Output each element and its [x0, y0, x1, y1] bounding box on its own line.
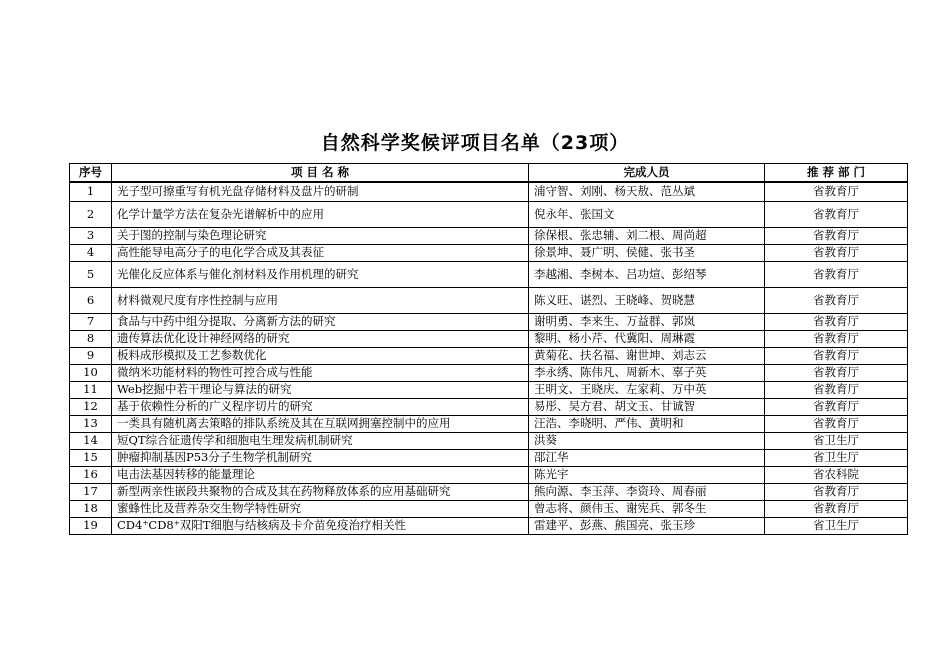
page-title: 自然科学奖候评项目名单（23项） — [320, 132, 630, 154]
cell-members: 陈义旺、谌烈、王晓峰、贺晓慧 — [529, 287, 765, 313]
cell-project: 遗传算法优化设计神经网络的研究 — [112, 330, 529, 347]
table-row — [70, 313, 908, 330]
table-row — [70, 398, 908, 415]
table-row — [70, 227, 908, 244]
cell-recommender: 省卫生厅 — [765, 449, 908, 466]
cell-no: 9 — [70, 347, 112, 364]
table-row — [70, 287, 908, 313]
cell-recommender: 省卫生厅 — [765, 517, 908, 534]
header-project: 项 目 名 称 — [112, 164, 529, 183]
cell-project: 蜜蜂性比及营养杂交生物学特性研究 — [112, 500, 529, 517]
table-row — [70, 201, 908, 227]
cell-project: 基于依赖性分析的广义程序切片的研究 — [112, 398, 529, 415]
cell-project: 高性能导电高分子的电化学合成及其表征 — [112, 244, 529, 261]
cell-project: 一类具有随机离去策略的排队系统及其在互联网拥塞控制中的应用 — [112, 415, 529, 432]
table-row — [70, 500, 908, 517]
cell-members: 易彤、吴方君、胡文玉、甘诚智 — [529, 398, 765, 415]
cell-members: 徐景坤、聂广明、侯健、张书圣 — [529, 244, 765, 261]
cell-no: 19 — [70, 517, 112, 534]
table-row — [70, 449, 908, 466]
cell-no: 6 — [70, 287, 112, 313]
cell-project: 关于图的控制与染色理论研究 — [112, 227, 529, 244]
cell-no: 16 — [70, 466, 112, 483]
cell-project: 光子型可擦重写有机光盘存储材料及盘片的研制 — [112, 182, 529, 201]
cell-members: 曾志将、颜伟玉、谢宪兵、郭冬生 — [529, 500, 765, 517]
table-row — [70, 244, 908, 261]
cell-no: 5 — [70, 261, 112, 287]
cell-project: 光催化反应体系与催化剂材料及作用机理的研究 — [112, 261, 529, 287]
cell-no: 12 — [70, 398, 112, 415]
cell-no: 10 — [70, 364, 112, 381]
cell-no: 15 — [70, 449, 112, 466]
cell-project: CD4⁺CD8⁺双阳T细胞与结核病及卡介苗免疫治疗相关性 — [112, 517, 529, 534]
cell-members: 李越湘、李树本、吕功煊、彭绍琴 — [529, 261, 765, 287]
cell-members: 陈光宇 — [529, 466, 765, 483]
cell-recommender: 省教育厅 — [765, 398, 908, 415]
cell-members: 谢明勇、李来生、万益群、郭岚 — [529, 313, 765, 330]
cell-recommender: 省教育厅 — [765, 201, 908, 227]
cell-project: 电击法基因转移的能量理论 — [112, 466, 529, 483]
cell-no: 2 — [70, 201, 112, 227]
table-row — [70, 466, 908, 483]
cell-recommender: 省教育厅 — [765, 313, 908, 330]
cell-no: 18 — [70, 500, 112, 517]
cell-members: 黄菊花、扶名福、谢世坤、刘志云 — [529, 347, 765, 364]
cell-members: 黎明、杨小芹、代冀阳、周琳霞 — [529, 330, 765, 347]
cell-project: 板料成形模拟及工艺参数优化 — [112, 347, 529, 364]
table-row — [70, 364, 908, 381]
header-no: 序号 — [70, 164, 112, 183]
table-row — [70, 415, 908, 432]
cell-recommender: 省教育厅 — [765, 347, 908, 364]
table-header-row — [70, 164, 908, 183]
table-row — [70, 182, 908, 201]
table-row — [70, 330, 908, 347]
cell-no: 7 — [70, 313, 112, 330]
cell-no: 13 — [70, 415, 112, 432]
table-body — [70, 182, 908, 534]
cell-no: 11 — [70, 381, 112, 398]
table-row — [70, 432, 908, 449]
cell-members: 徐保根、张忠辅、刘二根、周尚超 — [529, 227, 765, 244]
table-row — [70, 261, 908, 287]
cell-recommender: 省教育厅 — [765, 500, 908, 517]
cell-no: 3 — [70, 227, 112, 244]
cell-recommender: 省教育厅 — [765, 261, 908, 287]
cell-recommender: 省教育厅 — [765, 227, 908, 244]
project-table — [69, 163, 908, 535]
cell-recommender: 省教育厅 — [765, 244, 908, 261]
cell-project: 材料微观尺度有序性控制与应用 — [112, 287, 529, 313]
cell-project: Web挖掘中若干理论与算法的研究 — [112, 381, 529, 398]
cell-recommender: 省教育厅 — [765, 381, 908, 398]
cell-members: 邵江华 — [529, 449, 765, 466]
table-row — [70, 483, 908, 500]
cell-recommender: 省教育厅 — [765, 182, 908, 201]
cell-members: 浦守智、刘刚、杨天敖、范丛斌 — [529, 182, 765, 201]
cell-no: 14 — [70, 432, 112, 449]
table-row — [70, 381, 908, 398]
cell-members: 洪葵 — [529, 432, 765, 449]
cell-recommender: 省教育厅 — [765, 330, 908, 347]
cell-no: 17 — [70, 483, 112, 500]
cell-project: 微纳米功能材料的物性可控合成与性能 — [112, 364, 529, 381]
cell-no: 4 — [70, 244, 112, 261]
cell-members: 雷建平、彭燕、熊国亮、张玉珍 — [529, 517, 765, 534]
cell-project: 肿瘤抑制基因P53分子生物学机制研究 — [112, 449, 529, 466]
cell-no: 8 — [70, 330, 112, 347]
table-row — [70, 347, 908, 364]
cell-project: 食品与中药中组分提取、分离新方法的研究 — [112, 313, 529, 330]
cell-members: 熊向源、李玉萍、李资玲、周春丽 — [529, 483, 765, 500]
cell-members: 汪浩、李晓明、严伟、黄明和 — [529, 415, 765, 432]
cell-recommender: 省教育厅 — [765, 415, 908, 432]
header-recommender: 推 荐 部 门 — [765, 164, 908, 183]
cell-project: 新型两亲性嵌段共聚物的合成及其在药物释放体系的应用基础研究 — [112, 483, 529, 500]
cell-members: 倪永年、张国文 — [529, 201, 765, 227]
cell-members: 李永绣、陈伟凡、周新木、辜子英 — [529, 364, 765, 381]
cell-recommender: 省教育厅 — [765, 483, 908, 500]
cell-recommender: 省教育厅 — [765, 287, 908, 313]
table-row — [70, 517, 908, 534]
cell-recommender: 省卫生厅 — [765, 432, 908, 449]
cell-project: 短QT综合征遗传学和细胞电生理发病机制研究 — [112, 432, 529, 449]
cell-recommender: 省农科院 — [765, 466, 908, 483]
cell-project: 化学计量学方法在复杂光谱解析中的应用 — [112, 201, 529, 227]
header-members: 完成人员 — [529, 164, 765, 183]
cell-no: 1 — [70, 182, 112, 201]
cell-recommender: 省教育厅 — [765, 364, 908, 381]
cell-members: 王明文、王晓庆、左家莉、万中英 — [529, 381, 765, 398]
